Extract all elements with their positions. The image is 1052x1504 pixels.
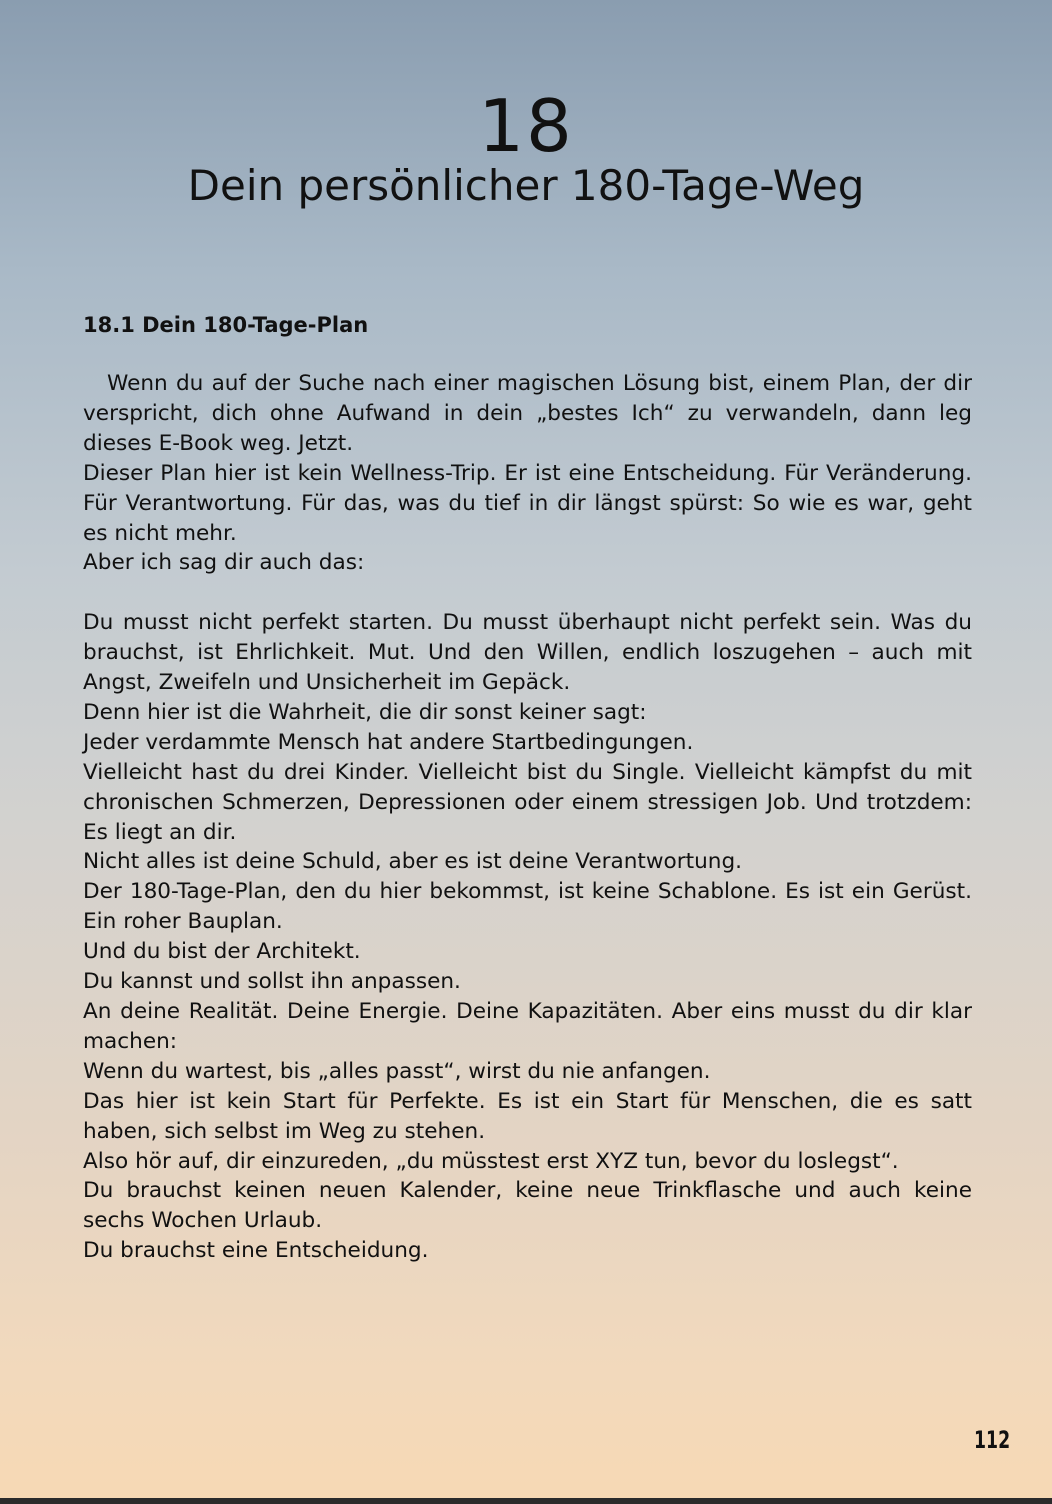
paragraph-spacer	[83, 578, 972, 608]
paragraph: Das hier ist kein Start für Perfekte. Es ist ein Start für Menschen, die es satt haben, sich selbst im Weg zu stehen.	[83, 1088, 972, 1144]
paragraph: An deine Realität. Deine Energie. Deine Kapazitäten. Aber eins musst du dir klar machen:	[83, 999, 972, 1054]
chapter-number: 18	[478, 84, 574, 168]
page-number: 112	[973, 1426, 1010, 1454]
paragraph: Also hör auf, dir einzureden, „du müsstest erst XYZ tun, bevor du loslegst“.	[83, 1148, 899, 1174]
paragraph: Du brauchst eine Entscheidung.	[83, 1238, 429, 1264]
paragraph: Du musst nicht perfekt starten. Du musst überhaupt nicht perfekt sein. Was du brauchst, ist Ehrlichkeit. Mut. Und den Willen, endlich loszugehen – auch mit Angst, Zweifeln und Unsicherheit im Gepäck.	[83, 610, 972, 696]
paragraph: Du brauchst keinen neuen Kalender, keine neue Trinkflasche und auch keine sechs Wochen Urlaub.	[83, 1178, 972, 1234]
paragraph: Jeder verdammte Mensch hat andere Startbedingungen.	[83, 729, 694, 755]
paragraph: Aber ich sag dir auch das:	[83, 550, 365, 576]
paragraph: Wenn du auf der Suche nach einer magischen Lösung bist, einem Plan, der dir verspricht, dich ohne Aufwand in dein „bestes Ich“ zu verwandeln, dann leg dieses E-Book weg. Jetzt.	[83, 371, 972, 456]
bottom-bar	[0, 1498, 1052, 1504]
paragraph: Du kannst und sollst ihn anpassen.	[83, 969, 461, 995]
paragraph: Dieser Plan hier ist kein Wellness-Trip. Er ist eine Entscheidung. Für Veränderung. Für Verantwortung. Für das, was du tief in dir längst spürst: So wie es war, geht es nicht mehr.	[83, 460, 972, 546]
paragraph: Und du bist der Architekt.	[83, 939, 361, 965]
body-text	[83, 369, 972, 1266]
chapter-title: Dein persönlicher 180-Tage-Weg	[187, 161, 865, 210]
paragraph: Denn hier ist die Wahrheit, die dir sonst keiner sagt:	[83, 699, 647, 725]
section-heading: 18.1 Dein 180-Tage-Plan	[83, 313, 369, 337]
paragraph: Der 180-Tage-Plan, den du hier bekommst, ist keine Schablone. Es ist ein Gerüst. Ein roher Bauplan.	[83, 879, 972, 935]
paragraph: Nicht alles ist deine Schuld, aber es ist deine Verantwortung.	[83, 849, 743, 875]
paragraph: Wenn du wartest, bis „alles passt“, wirst du nie anfangen.	[83, 1058, 711, 1084]
paragraph: Vielleicht hast du drei Kinder. Vielleicht bist du Single. Vielleicht kämpfst du mit chronischen Schmerzen, Depressionen oder einem stressigen Job. Und trotzdem: Es liegt an dir.	[83, 759, 972, 845]
